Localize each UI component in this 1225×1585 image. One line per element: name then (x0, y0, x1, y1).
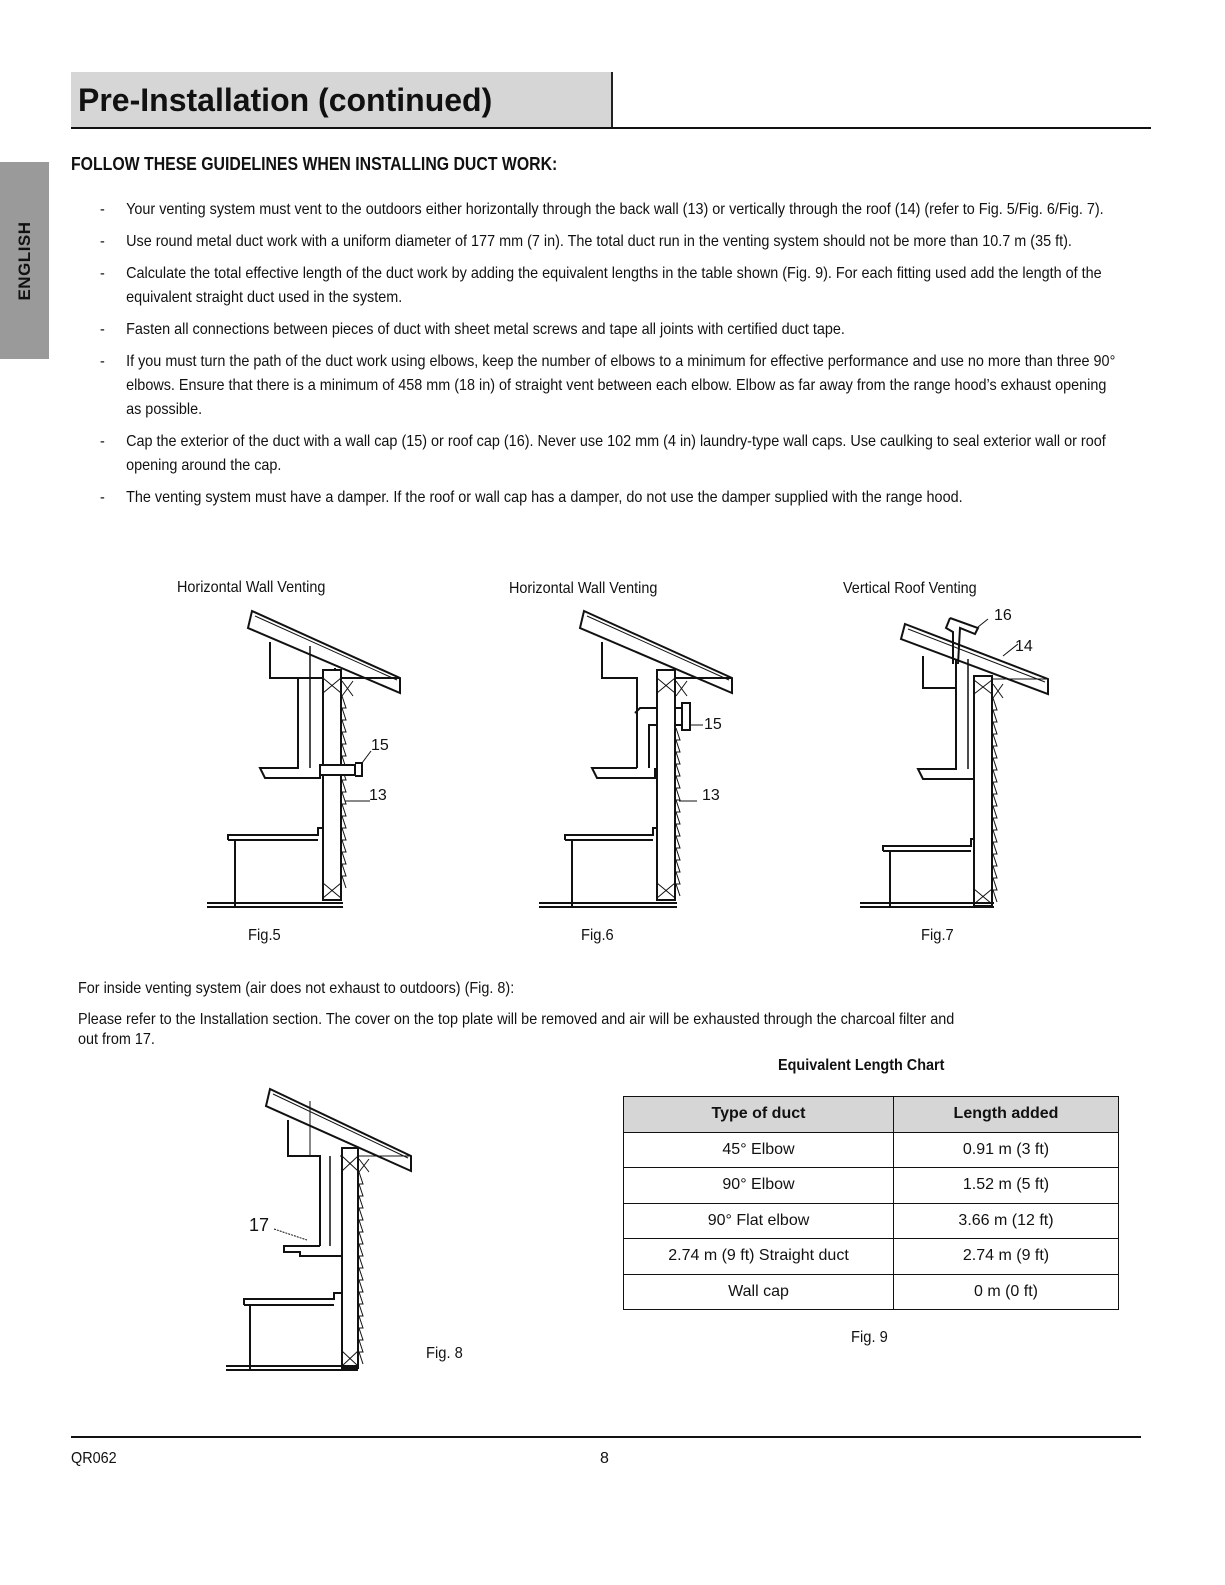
footer-divider (71, 1436, 1141, 1438)
fig8-callout-17: 17 (249, 1215, 270, 1235)
equivalent-length-table (623, 1096, 1119, 1310)
bullet-dash: - (100, 321, 105, 338)
guideline-text: Calculate the total effective length of the duct work by adding the equivalent lengths in the table shown (Fig. 9). For each fitting used add the length of the equivalent straight duct used in the system. (126, 265, 1102, 306)
bullet-dash: - (100, 265, 105, 282)
guideline-text: Use round metal duct work with a uniform diameter of 177 mm (7 in). The total duct run in the venting system should not be more than 10.7 m (35 ft). (126, 233, 1072, 250)
guideline-item (100, 318, 1117, 342)
fig6-caption: Fig.6 (581, 927, 614, 944)
guideline-text: Your venting system must vent to the outdoors either horizontally through the back wall (13) or vertically through the roof (14) (refer to Fig. 5/Fig. 6/Fig. 7). (126, 201, 1104, 218)
table-row (624, 1274, 1119, 1310)
inside-venting-line-2: out from 17. (78, 1031, 155, 1048)
fig5-callout-15: 15 (371, 737, 389, 754)
length-added-cell: 2.74 m (9 ft) (894, 1239, 1119, 1275)
fig7-callout-16: 16 (994, 607, 1012, 624)
bullet-dash: - (100, 201, 105, 218)
bullet-dash: - (100, 489, 105, 506)
fig5-title: Horizontal Wall Venting (177, 579, 326, 596)
fig5-caption: Fig.5 (248, 927, 281, 944)
fig6-callout-13: 13 (702, 787, 720, 804)
duct-type-cell: 90° Flat elbow (624, 1203, 894, 1239)
fig7-caption: Fig.7 (921, 927, 954, 944)
guideline-item (100, 430, 1117, 478)
length-added-cell: 0 m (0 ft) (894, 1274, 1119, 1310)
guideline-text: Fasten all connections between pieces of duct with sheet metal screws and tape all joints with certified duct tape. (126, 321, 845, 338)
guideline-text: Cap the exterior of the duct with a wall cap (15) or roof cap (16). Never use 102 mm (4 in) laundry-type wall caps. Use caulking to seal exterior wall or roof opening around the cap. (126, 433, 1106, 474)
header-length-added: Length added (894, 1097, 1119, 1133)
footer-model-number: QR062 (71, 1450, 117, 1467)
guideline-item (100, 486, 1117, 510)
table-header-row (624, 1097, 1119, 1133)
guidelines-list (100, 198, 1180, 518)
fig8-caption: Fig. 8 (426, 1345, 463, 1362)
footer-page-number: 8 (600, 1450, 609, 1467)
fig6-title: Horizontal Wall Venting (509, 580, 658, 597)
title-divider (71, 127, 1151, 129)
header-type-of-duct: Type of duct (624, 1097, 894, 1133)
fig7-callout-14: 14 (1015, 638, 1033, 655)
guideline-item (100, 198, 1117, 222)
table-row (624, 1239, 1119, 1275)
duct-type-cell: 2.74 m (9 ft) Straight duct (624, 1239, 894, 1275)
language-tab (0, 162, 49, 359)
page-title-band (71, 72, 613, 128)
bullet-dash: - (100, 433, 105, 450)
inside-venting-heading: For inside venting system (air does not exhaust to outdoors) (Fig. 8): (78, 980, 515, 997)
page-title: Pre-Installation (continued) (78, 82, 493, 118)
fig7-title: Vertical Roof Venting (843, 580, 977, 597)
fig7-roof-venting-diagram (858, 614, 1058, 914)
fig6-callout-15: 15 (704, 716, 722, 733)
length-added-cell: 1.52 m (5 ft) (894, 1168, 1119, 1204)
bullet-dash: - (100, 233, 105, 250)
length-added-cell: 3.66 m (12 ft) (894, 1203, 1119, 1239)
table-row (624, 1168, 1119, 1204)
duct-type-cell: Wall cap (624, 1274, 894, 1310)
guideline-item (100, 262, 1117, 310)
bullet-dash: - (100, 353, 105, 370)
duct-type-cell: 90° Elbow (624, 1168, 894, 1204)
fig5-wall-venting-diagram (205, 608, 405, 908)
fig9-caption: Fig. 9 (851, 1329, 888, 1346)
length-added-cell: 0.91 m (3 ft) (894, 1132, 1119, 1168)
guideline-text: The venting system must have a damper. If the roof or wall cap has a damper, do not use the damper supplied with the range hood. (126, 489, 963, 506)
duct-type-cell: 45° Elbow (624, 1132, 894, 1168)
section-heading: FOLLOW THESE GUIDELINES WHEN INSTALLING DUCT WORK: (71, 154, 558, 174)
table-row (624, 1132, 1119, 1168)
fig6-wall-venting-diagram (537, 608, 737, 908)
guideline-item (100, 350, 1117, 422)
equivalent-length-chart-title: Equivalent Length Chart (778, 1057, 945, 1074)
language-tab-label: ENGLISH (14, 220, 34, 301)
table-row (624, 1203, 1119, 1239)
guideline-text: If you must turn the path of the duct work using elbows, keep the number of elbows to a minimum for effective performance and use no more than three 90° elbows. Ensure that there is a minimum of 458 mm (18 in) of straight vent between each elbow. Elbow as far away from the range hood’s exhaust opening as possible. (126, 353, 1116, 418)
inside-venting-line-1: Please refer to the Installation section. The cover on the top plate will be removed and air will be exhausted through the charcoal filter and (78, 1011, 955, 1028)
guideline-item (100, 230, 1117, 254)
fig5-callout-13: 13 (369, 787, 387, 804)
